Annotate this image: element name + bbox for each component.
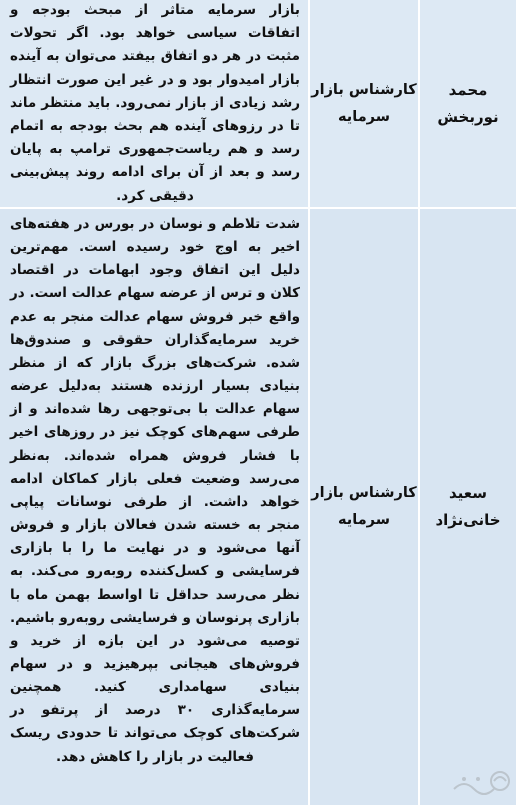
expert-role: کارشناس بازار سرمایه [311, 81, 417, 125]
watermark-logo-icon [450, 767, 512, 801]
expert-name: محمد نوربخش [437, 80, 499, 126]
table-row [0, 209, 516, 805]
expert-name: سعید خانی‌نژاد [435, 484, 501, 529]
expert-role: کارشناس بازار سرمایه [311, 485, 417, 528]
table-row [0, 0, 516, 207]
name-cell [420, 209, 516, 805]
opinion-cell [0, 209, 308, 805]
opinion-text: بازار سرمایه متاثر از مبحث بودجه و اتفاقات سیاسی خواهد بود. اگر تحولات مثبت در هر دو اتفاق بیفتد می‌توان به آینده بازار امیدوار بود و در غیر این صورت انتظار رشد زیادی از بازار نمی‌رود. باید منتظر ماند تا در رزوهای آینده هم بحث بودجه به اتمام رسد و هم ریاست‌جمهوری ترامپ به پایان رسد و بعد از آن برای ادامه روند پیش‌بینی دقیقی کرد. [10, 2, 300, 204]
role-cell [310, 209, 418, 805]
name-cell [420, 0, 516, 207]
opinion-cell [0, 0, 308, 207]
role-cell [310, 0, 418, 207]
opinion-text: شدت تلاطم و نوسان در بورس در هفته‌های اخیر به اوج خود رسیده است. مهم‌ترین دلیل این اتفاق وجود ابهامات در اقتصاد کلان و ترس از عرضه سهام عدالت است. در واقع خبر فروش سهام عدالت منجر به عدم خرید سرمایه‌گذاران حقوقی و صندوق‌ها شده. شرکت‌های بزرگ بازار که از منظر بنیادی بسیار ارزنده هستند به‌دلیل عرضه سهام عدالت با بی‌توجهی رها شده‌اند و از طرفی سهم‌های کوچک نیز در روزهای اخیر با فشار فروش همراه شده‌اند. به‌نظر می‌رسد وضعیت فعلی بازار کماکان ادامه خواهد داشت. از طرفی نوسانات پیاپی منجر به خسته شدن فعالان بازار و فروش آنها می‌شود و در نهایت ما را با بازاری فرسایشی و کسل‌کننده روبه‌رو می‌کند. به نظر می‌رسد حداقل تا اواسط بهمن ماه با بازاری پرنوسان و فرسایشی روبه‌رو باشیم. توصیه می‌شود در این بازه از خرید و فروش‌های هیجانی بپرهیزید و در سهام بنیادی سهامداری کنید. همچنین سرمایه‌گذاری ۳۰ درصد از پرتفو در شرکت‌های کوچک می‌تواند تا حدودی ریسک فعالیت در بازار را کاهش دهد. [10, 216, 300, 765]
